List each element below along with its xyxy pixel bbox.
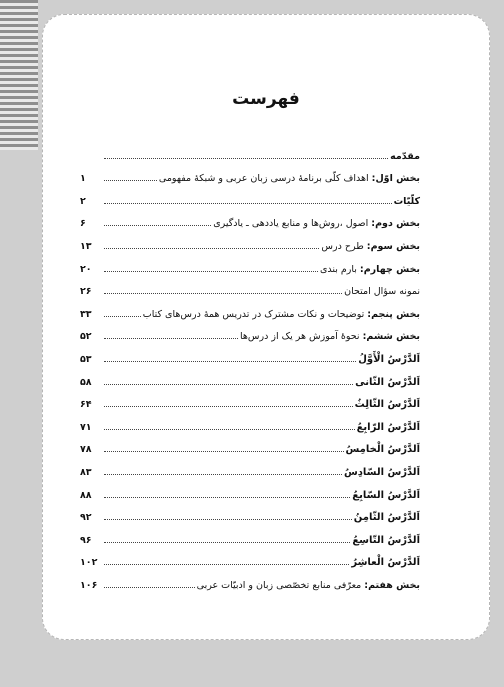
toc-leader-dots bbox=[104, 292, 342, 294]
toc-entry[interactable] bbox=[80, 433, 420, 456]
toc-entry-label bbox=[352, 535, 420, 546]
toc-leader-dots bbox=[104, 450, 344, 452]
toc-entry-label bbox=[358, 354, 420, 365]
toc-entry-text: اَلدَّرْسُ الْعاشِرُ bbox=[351, 557, 420, 569]
document-page bbox=[42, 14, 490, 640]
toc-leader-dots bbox=[104, 157, 388, 159]
toc-leader-dots bbox=[104, 563, 349, 565]
toc-entry-label bbox=[159, 173, 420, 184]
toc-leader-dots bbox=[104, 202, 392, 204]
toc-entry-label bbox=[197, 580, 420, 591]
toc-entry-prefix: بخش هفتم: bbox=[364, 579, 420, 591]
toc-entry-label bbox=[390, 151, 420, 162]
page-title: فهرست bbox=[232, 89, 300, 109]
toc-entry-label bbox=[355, 377, 420, 388]
toc-entry-prefix: بخش اوّل: bbox=[371, 173, 420, 185]
toc-leader-dots bbox=[104, 179, 157, 181]
toc-page-number: ۵۸ bbox=[80, 376, 92, 388]
toc-entry-text: توضیحات و نکات مشترک در تدریس همهٔ درس‌های کتاب bbox=[142, 308, 368, 320]
striped-margin-decoration bbox=[0, 0, 38, 150]
toc-entry-text: طرح درس bbox=[321, 240, 367, 252]
toc-entry-label bbox=[320, 264, 420, 275]
toc-entry-label bbox=[357, 422, 420, 433]
toc-leader-dots bbox=[104, 586, 195, 588]
toc-entry-prefix: بخش ششم: bbox=[362, 331, 420, 343]
toc-entry[interactable] bbox=[80, 252, 420, 275]
toc-leader-dots bbox=[104, 337, 238, 339]
toc-page-number: ۲۶ bbox=[80, 286, 92, 298]
toc-entry[interactable] bbox=[80, 365, 420, 388]
toc-entry-label bbox=[355, 399, 420, 410]
toc-entry-label bbox=[213, 218, 420, 229]
toc-entry[interactable] bbox=[80, 184, 420, 207]
toc-entry[interactable] bbox=[80, 320, 420, 343]
toc-entry[interactable] bbox=[80, 568, 420, 591]
toc-entry-label bbox=[354, 512, 420, 523]
toc-entry-text: اَلدَّرْسُ التّاسِعُ bbox=[352, 534, 420, 546]
toc-page-number: ۱ bbox=[80, 173, 86, 185]
table-of-contents bbox=[80, 139, 420, 591]
toc-page-number: ۱۰۶ bbox=[80, 579, 98, 591]
toc-entry[interactable] bbox=[80, 207, 420, 230]
toc-entry-label bbox=[321, 241, 420, 252]
toc-entry[interactable] bbox=[80, 342, 420, 365]
toc-page-number: ۲۰ bbox=[80, 263, 92, 275]
toc-page-number: ۳۳ bbox=[80, 308, 92, 320]
toc-entry-text: بارم بندی bbox=[319, 263, 360, 275]
toc-leader-dots bbox=[104, 383, 353, 385]
toc-entry[interactable] bbox=[80, 501, 420, 524]
toc-page-number: ۶۴ bbox=[80, 399, 92, 411]
toc-entry-text: اَلدَّرْسُ الثّالِثُ bbox=[354, 399, 420, 411]
toc-page-number: ۲ bbox=[80, 195, 86, 207]
toc-page-number: ۶ bbox=[80, 218, 86, 230]
toc-entry[interactable] bbox=[80, 275, 420, 298]
toc-entry-text: اَلدَّرْسُ الْأَوَّلُ bbox=[358, 353, 420, 365]
toc-entry-label bbox=[351, 557, 420, 568]
toc-entry-text: اصول ،روش‌ها و منابع یاددهی ـ یادگیری bbox=[213, 218, 372, 230]
toc-page-number: ۱۰۲ bbox=[80, 557, 98, 569]
toc-leader-dots bbox=[104, 315, 141, 317]
toc-entry[interactable] bbox=[80, 229, 420, 252]
toc-page-number: ۹۶ bbox=[80, 534, 92, 546]
toc-page-number: ۸۳ bbox=[80, 466, 92, 478]
toc-entry-text: معرّفی منابع تخصّصی زبان و ادبیّات عربی bbox=[196, 579, 365, 591]
toc-entry[interactable] bbox=[80, 478, 420, 501]
toc-entry-label bbox=[394, 196, 420, 207]
toc-entry[interactable] bbox=[80, 162, 420, 185]
toc-leader-dots bbox=[104, 405, 353, 407]
toc-entry-label bbox=[344, 467, 420, 478]
toc-leader-dots bbox=[104, 473, 342, 475]
toc-entry-prefix: بخش چهارم: bbox=[359, 263, 420, 275]
toc-entry-label bbox=[346, 444, 420, 455]
toc-leader-dots bbox=[104, 360, 356, 362]
toc-entry[interactable] bbox=[80, 546, 420, 569]
toc-entry-label bbox=[143, 309, 420, 320]
toc-entry-text: اَلدَّرْسُ الرّابِعُ bbox=[356, 421, 420, 433]
toc-entry-text: کلّیّات bbox=[393, 195, 420, 207]
toc-page-number: ۷۸ bbox=[80, 444, 92, 456]
toc-entry-label bbox=[352, 490, 420, 501]
toc-leader-dots bbox=[104, 518, 352, 520]
toc-entry[interactable] bbox=[80, 523, 420, 546]
toc-entry-text: نحوهٔ آموزش هر یک از درس‌ها bbox=[240, 331, 363, 343]
toc-entry-text: نمونه سؤال امتحان bbox=[344, 286, 420, 298]
toc-leader-dots bbox=[104, 224, 211, 226]
toc-entry[interactable] bbox=[80, 297, 420, 320]
toc-entry-prefix: بخش دوم: bbox=[371, 218, 420, 230]
toc-entry-text: اَلدَّرْسُ السّادِسُ bbox=[343, 466, 420, 478]
toc-leader-dots bbox=[104, 270, 318, 272]
toc-entry-text: اهداف کلّی برنامهٔ درسی زبان عربی و شبکهٔ مفهومی bbox=[158, 173, 372, 185]
toc-entry-prefix: بخش پنجم: bbox=[367, 308, 420, 320]
toc-leader-dots bbox=[104, 541, 350, 543]
toc-page-number: ۷۱ bbox=[80, 421, 92, 433]
toc-entry-text: اَلدَّرْسُ الْخامِسُ bbox=[345, 444, 420, 456]
toc-leader-dots bbox=[104, 496, 350, 498]
toc-entry-prefix: بخش سوم: bbox=[366, 240, 420, 252]
toc-entry-text: اَلدَّرْسُ الثّانی bbox=[355, 376, 420, 388]
toc-entry-label bbox=[344, 286, 420, 297]
toc-leader-dots bbox=[104, 428, 355, 430]
toc-entry[interactable] bbox=[80, 139, 420, 162]
toc-entry[interactable] bbox=[80, 455, 420, 478]
toc-entry-label bbox=[240, 331, 420, 342]
toc-page-number: ۹۲ bbox=[80, 512, 92, 524]
toc-page-number: ۵۳ bbox=[80, 353, 92, 365]
toc-entry-text: مقدّمه bbox=[390, 150, 420, 162]
toc-entry-text: اَلدَّرْسُ الثّامِنُ bbox=[353, 512, 420, 524]
toc-entry[interactable] bbox=[80, 410, 420, 433]
toc-page-number: ۵۲ bbox=[80, 331, 92, 343]
toc-entry[interactable] bbox=[80, 388, 420, 411]
toc-page-number: ۱۳ bbox=[80, 240, 92, 252]
toc-entry-text: اَلدَّرْسُ السّابِعُ bbox=[352, 489, 420, 501]
toc-leader-dots bbox=[104, 247, 319, 249]
toc-page-number: ۸۸ bbox=[80, 489, 92, 501]
